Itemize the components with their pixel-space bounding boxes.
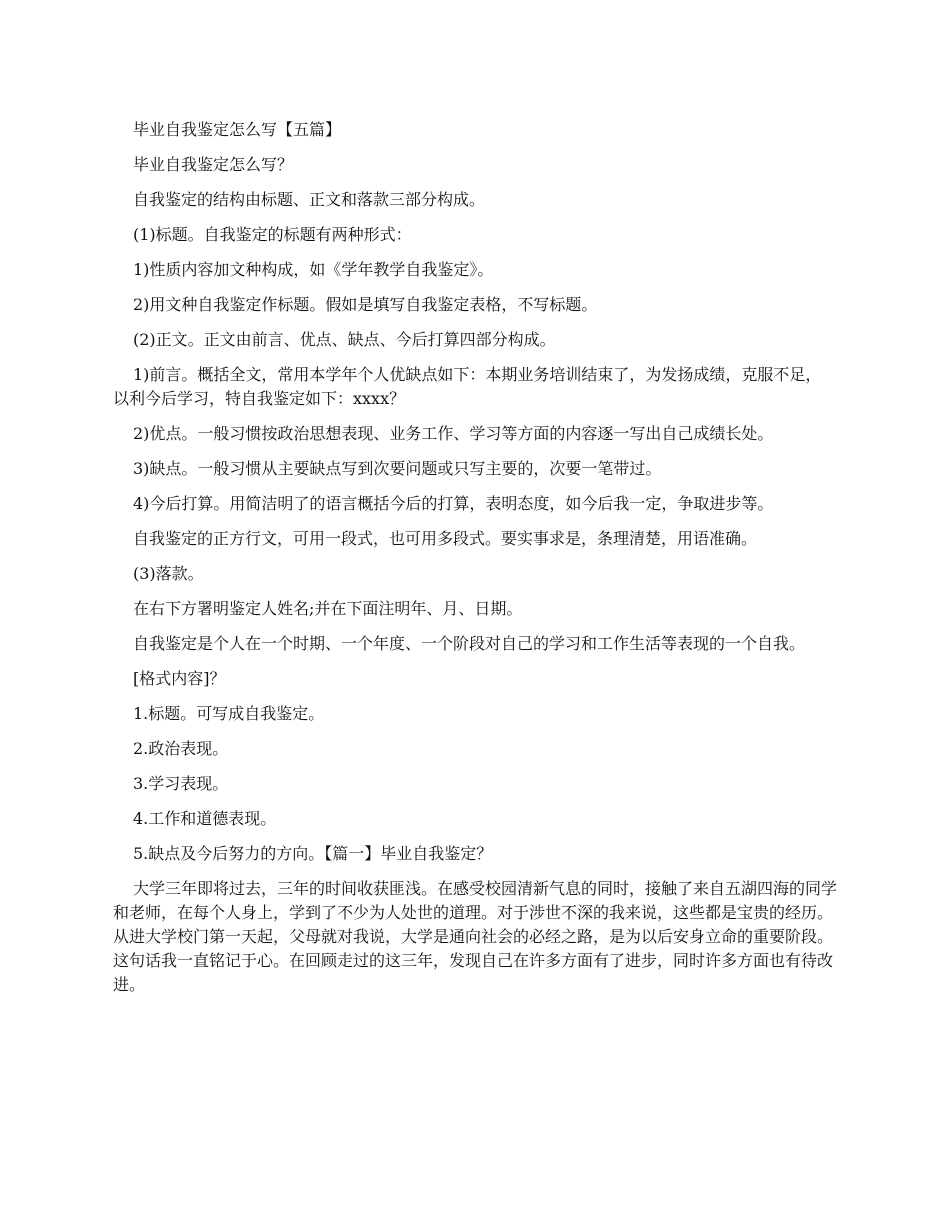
paragraph: 自我鉴定的结构由标题、正文和落款三部分构成。 [133, 190, 486, 209]
paragraph: [格式内容]？ [133, 669, 226, 688]
paragraph: 2)用文种自我鉴定作标题。假如是填写自我鉴定表格，不写标题。 [133, 295, 598, 314]
paragraph: 毕业自我鉴定怎么写？ [133, 155, 294, 174]
paragraph: 大学三年即将过去，三年的时间收获匪浅。在感受校园清新气息的同时，接触了来自五湖四海的同学和老师，在每个人身上，学到了不少为人处世的道理。对于涉世不深的我来说，这些都是宝贵的经历。从进大学校门第一天起，父母就对我说，大学是通向社会的必经之路，是为以后安身立命的重要阶段。这句话我一直铭记于心。在回顾走过的这三年，发现自己在许多方面有了进步，同时许多方面也有待改进。 [113, 879, 838, 994]
paragraph: 2)优点。一般习惯按政治思想表现、业务工作、学习等方面的内容逐一写出自己成绩长处。 [133, 424, 774, 443]
list-item: 5.缺点及今后努力的方向。【篇一】毕业自我鉴定？ [133, 844, 493, 863]
list-item: 2.政治表现。 [133, 739, 229, 758]
paragraph: 在右下方署明鉴定人姓名;并在下面注明年、月、日期。 [133, 599, 523, 618]
paragraph: 自我鉴定是个人在一个时期、一个年度、一个阶段对自己的学习和工作生活等表现的一个自我。 [133, 634, 806, 653]
paragraph: 4)今后打算。用简洁明了的语言概括今后的打算，表明态度，如今后我一定，争取进步等。 [133, 494, 774, 513]
document-title: 毕业自我鉴定怎么写【五篇】 [133, 120, 342, 139]
paragraph: 自我鉴定的正方行文，可用一段式，也可用多段式。要实事求是，条理清楚，用语准确。 [133, 529, 758, 548]
list-item: 4.工作和道德表现。 [133, 809, 277, 828]
paragraph: 1)性质内容加文种构成，如《学年教学自我鉴定》。 [133, 260, 494, 279]
paragraph: (2)正文。正文由前言、优点、缺点、今后打算四部分构成。 [133, 330, 556, 349]
list-item: 1.标题。可写成自我鉴定。 [133, 704, 325, 723]
paragraph: 3)缺点。一般习惯从主要缺点写到次要问题或只写主要的，次要一笔带过。 [133, 459, 662, 478]
list-item: 3.学习表现。 [133, 774, 229, 793]
document-body [113, 118, 837, 997]
paragraph: (3)落款。 [133, 564, 204, 583]
paragraph: 1)前言。概括全文，常用本学年个人优缺点如下：本期业务培训结束了，为发扬成绩，克服不足，以利今后学习，特自我鉴定如下：xxxx？ [113, 365, 822, 408]
paragraph: (1)标题。自我鉴定的标题有两种形式： [133, 225, 412, 244]
